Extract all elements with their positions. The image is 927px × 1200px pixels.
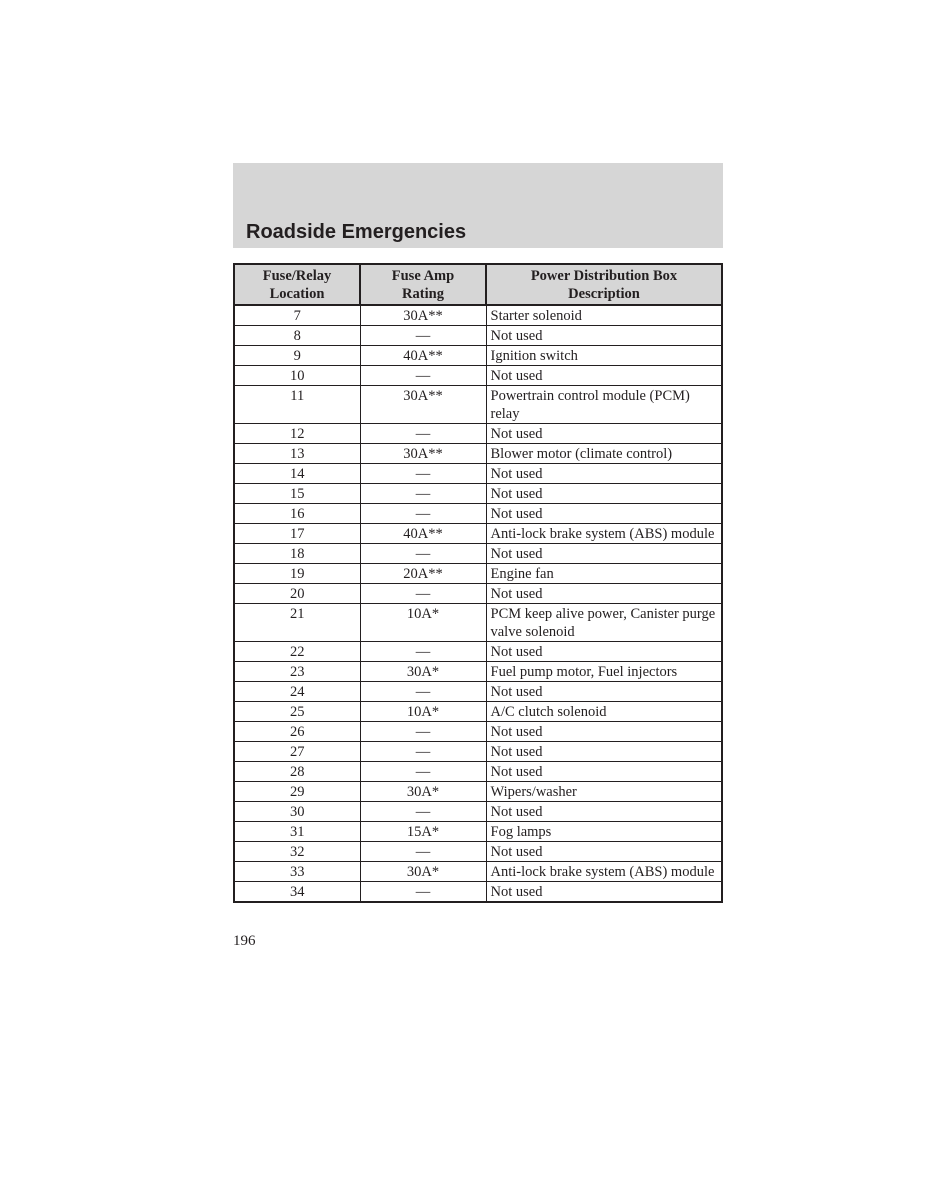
cell-description: Not used [486, 882, 722, 903]
cell-amp-rating: — [360, 682, 486, 702]
cell-location: 11 [234, 386, 360, 424]
cell-location: 14 [234, 464, 360, 484]
table-row [234, 842, 722, 862]
table-row [234, 802, 722, 822]
cell-amp-rating: 30A* [360, 862, 486, 882]
cell-location: 18 [234, 544, 360, 564]
cell-amp-rating: 30A** [360, 444, 486, 464]
cell-location: 26 [234, 722, 360, 742]
header-description [486, 264, 722, 305]
cell-location: 15 [234, 484, 360, 504]
cell-amp-rating: — [360, 424, 486, 444]
table-row [234, 604, 722, 642]
cell-description: Anti-lock brake system (ABS) module [486, 862, 722, 882]
cell-description: Not used [486, 484, 722, 504]
header-desc-line2: Description [568, 286, 640, 302]
header-location-line2: Location [269, 286, 325, 302]
table-row [234, 484, 722, 504]
header-amp-rating [360, 264, 486, 305]
cell-description: Powertrain control module (PCM) relay [486, 386, 722, 424]
cell-amp-rating: — [360, 762, 486, 782]
cell-description: Blower motor (climate control) [486, 444, 722, 464]
cell-location: 10 [234, 366, 360, 386]
cell-description: Engine fan [486, 564, 722, 584]
cell-amp-rating: — [360, 504, 486, 524]
cell-amp-rating: 15A* [360, 822, 486, 842]
cell-description: Not used [486, 464, 722, 484]
table-row [234, 682, 722, 702]
header-location-line1: Fuse/Relay [262, 268, 332, 284]
table-row [234, 782, 722, 802]
cell-amp-rating: — [360, 484, 486, 504]
cell-description: Not used [486, 366, 722, 386]
cell-amp-rating: — [360, 722, 486, 742]
cell-amp-rating: 30A** [360, 305, 486, 326]
cell-location: 22 [234, 642, 360, 662]
cell-description: Not used [486, 802, 722, 822]
cell-location: 31 [234, 822, 360, 842]
table-row [234, 544, 722, 564]
header-amp-line2: Rating [402, 286, 444, 302]
cell-location: 9 [234, 346, 360, 366]
cell-description: Wipers/washer [486, 782, 722, 802]
cell-amp-rating: — [360, 802, 486, 822]
table-row [234, 346, 722, 366]
table-row [234, 762, 722, 782]
cell-location: 34 [234, 882, 360, 903]
cell-description: Not used [486, 762, 722, 782]
cell-amp-rating: — [360, 742, 486, 762]
table-row [234, 584, 722, 604]
cell-location: 30 [234, 802, 360, 822]
cell-description: Not used [486, 424, 722, 444]
table-row [234, 642, 722, 662]
cell-description: Not used [486, 842, 722, 862]
cell-location: 25 [234, 702, 360, 722]
table-row [234, 444, 722, 464]
section-header-band [233, 163, 723, 248]
cell-amp-rating: 10A* [360, 604, 486, 642]
cell-description: Not used [486, 584, 722, 604]
cell-amp-rating: — [360, 544, 486, 564]
cell-description: Starter solenoid [486, 305, 722, 326]
cell-location: 13 [234, 444, 360, 464]
cell-amp-rating: 20A** [360, 564, 486, 584]
table-row [234, 504, 722, 524]
cell-description: Anti-lock brake system (ABS) module [486, 524, 722, 544]
cell-location: 24 [234, 682, 360, 702]
cell-amp-rating: — [360, 882, 486, 903]
header-location [234, 264, 360, 305]
cell-description: Not used [486, 722, 722, 742]
cell-location: 29 [234, 782, 360, 802]
cell-description: Not used [486, 544, 722, 564]
table-row [234, 822, 722, 842]
cell-location: 12 [234, 424, 360, 444]
cell-description: Not used [486, 326, 722, 346]
cell-description: Not used [486, 682, 722, 702]
cell-location: 19 [234, 564, 360, 584]
cell-amp-rating: — [360, 584, 486, 604]
cell-amp-rating: — [360, 842, 486, 862]
cell-amp-rating: 30A* [360, 662, 486, 682]
table-row [234, 424, 722, 444]
cell-amp-rating: 40A** [360, 346, 486, 366]
table-header-row [234, 264, 722, 305]
table-row [234, 862, 722, 882]
cell-description: Fog lamps [486, 822, 722, 842]
cell-location: 23 [234, 662, 360, 682]
table-row [234, 882, 722, 903]
table-row [234, 564, 722, 584]
fuse-table [233, 263, 723, 903]
cell-location: 27 [234, 742, 360, 762]
table-row [234, 742, 722, 762]
cell-amp-rating: 10A* [360, 702, 486, 722]
cell-location: 21 [234, 604, 360, 642]
cell-description: PCM keep alive power, Canister purge valve solenoid [486, 604, 722, 642]
cell-location: 28 [234, 762, 360, 782]
cell-location: 33 [234, 862, 360, 882]
cell-location: 32 [234, 842, 360, 862]
cell-location: 17 [234, 524, 360, 544]
table-body [234, 305, 722, 902]
table-row [234, 722, 722, 742]
header-amp-line1: Fuse Amp [391, 268, 455, 284]
cell-amp-rating: — [360, 464, 486, 484]
table-row [234, 305, 722, 326]
cell-amp-rating: 40A** [360, 524, 486, 544]
table-row [234, 464, 722, 484]
cell-location: 16 [234, 504, 360, 524]
table-row [234, 366, 722, 386]
cell-amp-rating: 30A* [360, 782, 486, 802]
table-row [234, 702, 722, 722]
cell-amp-rating: — [360, 642, 486, 662]
table-row [234, 524, 722, 544]
cell-location: 7 [234, 305, 360, 326]
cell-amp-rating: — [360, 366, 486, 386]
cell-description: Not used [486, 642, 722, 662]
cell-description: Not used [486, 742, 722, 762]
cell-amp-rating: 30A** [360, 386, 486, 424]
cell-description: A/C clutch solenoid [486, 702, 722, 722]
cell-location: 8 [234, 326, 360, 346]
cell-location: 20 [234, 584, 360, 604]
table-row [234, 326, 722, 346]
page-number: 196 [233, 933, 256, 949]
cell-description: Ignition switch [486, 346, 722, 366]
cell-description: Not used [486, 504, 722, 524]
cell-amp-rating: — [360, 326, 486, 346]
section-title: Roadside Emergencies [246, 221, 467, 243]
table-row [234, 662, 722, 682]
cell-description: Fuel pump motor, Fuel injectors [486, 662, 722, 682]
table-row [234, 386, 722, 424]
header-desc-line1: Power Distribution Box [530, 268, 678, 284]
